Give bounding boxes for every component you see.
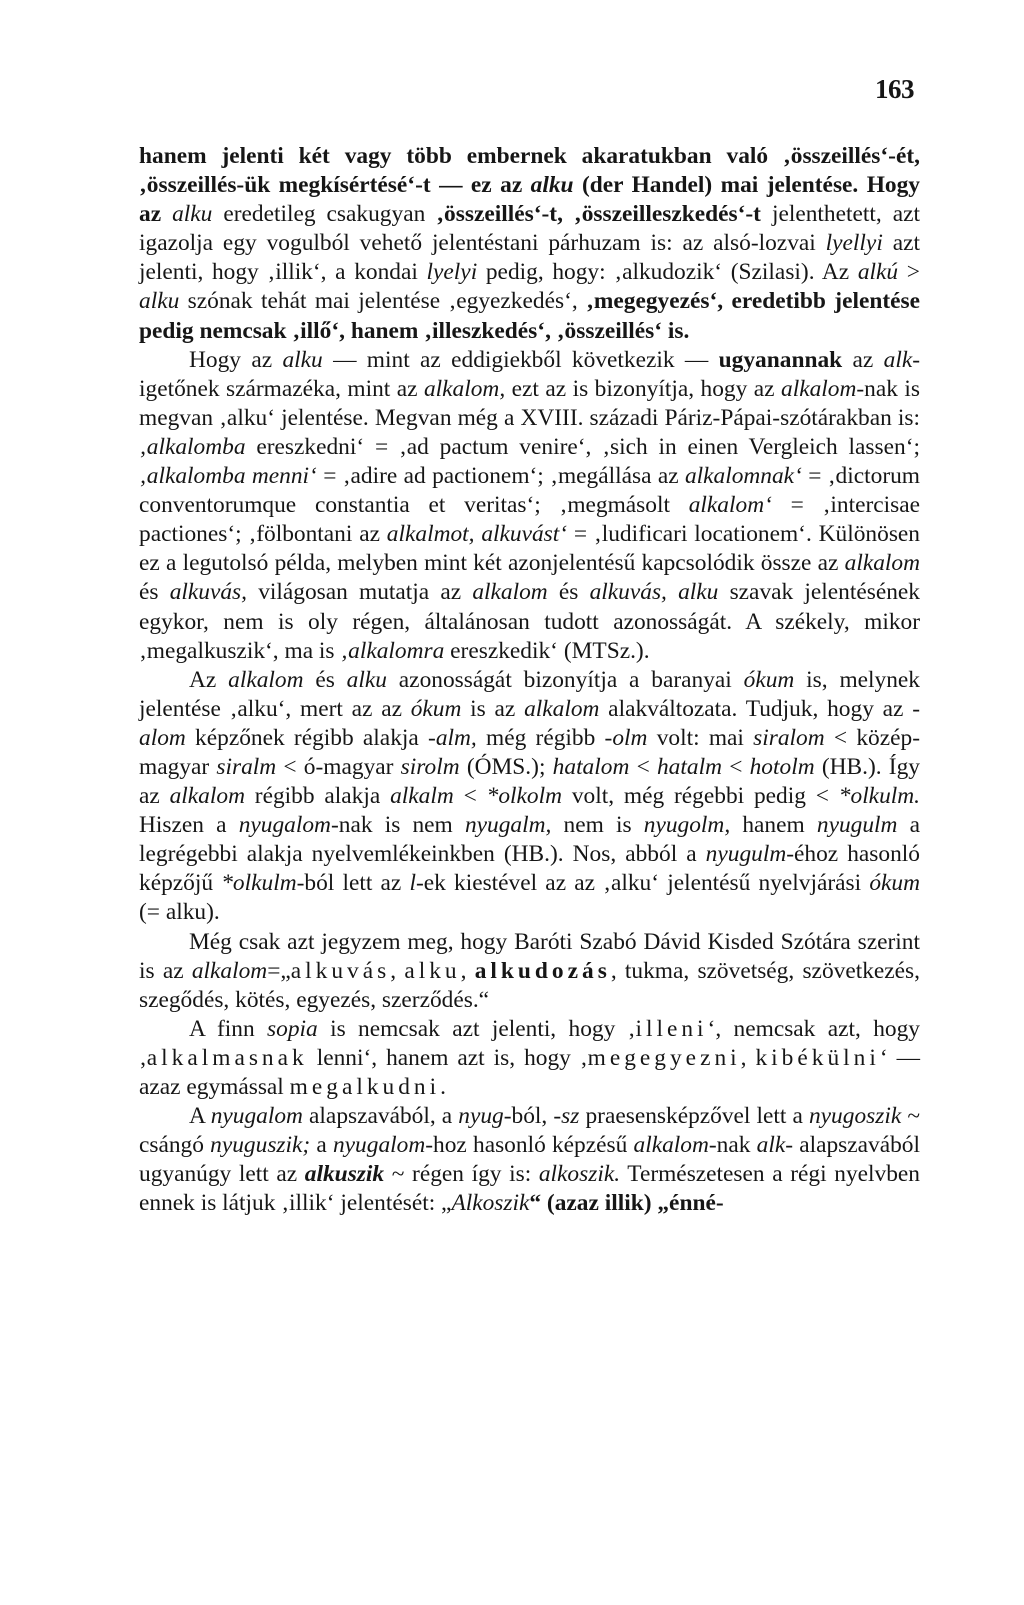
text-run: lenni‘, hanem azt is, hogy ‚ [307, 1044, 588, 1071]
text-run: alkalom [228, 666, 304, 693]
text-run: kibékülni [755, 1044, 880, 1071]
text-run: ugyanannak [718, 346, 843, 373]
text-run: alku [172, 201, 213, 228]
text-run: ‚alkalomra [340, 637, 445, 664]
text-run: szónak tehát mai jelentése ‚egyezkedés‘, [179, 288, 587, 315]
text-run: alkuvás, [169, 579, 247, 606]
text-run: ‚alkalomba menni‘ [139, 463, 317, 490]
text-run: és [303, 666, 347, 693]
text-run: is nemcsak azt jelenti, hogy ‚ [317, 1015, 636, 1042]
text-run: . [440, 1074, 446, 1100]
text-run: ‚összeillés‘-t, ‚összeilleszkedés‘-t [436, 201, 761, 228]
text-run: , [460, 957, 475, 984]
text-run: is, melynek jelentése ‚alku‘, mert az az [139, 666, 920, 722]
text-run: lyelyi [426, 259, 478, 286]
text-run: = ‚adire ad pactionem‘; ‚megállása az [316, 463, 685, 490]
text-run: alkalmot, alkuvást‘ [386, 521, 568, 548]
text-run: nyug [458, 1103, 504, 1130]
text-run: -hoz hasonló képzésű [425, 1132, 634, 1159]
text-run: szavak jelentésének egykor, nem is oly régen, általánosan tudott azonosságát. A székely, mikor ‚megalkuszik‘, ma is [139, 579, 921, 664]
text-run: (ÓMS.); [459, 753, 553, 780]
text-run: és [139, 579, 170, 606]
text-run: eredetileg csakugyan [212, 201, 437, 228]
text-run: ~ régen így is: [384, 1161, 539, 1188]
text-run: ereszkedik‘ (MTSz.). [444, 637, 650, 664]
text-run: alkalom [844, 550, 920, 577]
text-run: sopia [267, 1015, 318, 1042]
text-run: -alm, [428, 724, 477, 751]
text-run: alku [346, 666, 387, 693]
text-run: képzőnek régibb alakja [185, 724, 429, 751]
text-run: nem is [551, 812, 644, 839]
text-run: nyuguszik; [210, 1132, 311, 1159]
text-run: alkalmasnak [146, 1044, 308, 1071]
text-run: *olkulm. [838, 783, 921, 810]
text-run: -ból, [503, 1103, 554, 1130]
text-run: alapszavából, a [302, 1103, 459, 1130]
text-run: praesensképzővel lett a [579, 1103, 809, 1130]
text-run: ókum [869, 870, 920, 897]
text-run: -ból lett az [296, 870, 410, 897]
text-run: ~ csángó [139, 1103, 920, 1159]
text-run: , tukma, szövetség, szövetkezés, szegődés, kötés, egyezés, szerződés.“ [139, 957, 921, 1013]
text-run: alapszavából ugyanúgy lett az [139, 1132, 920, 1188]
text-run: nyugalom [238, 812, 331, 839]
text-run: alk- [883, 346, 921, 373]
text-run: < közép-magyar [139, 724, 920, 780]
text-run: A [189, 1103, 211, 1130]
text-run: -ek kiestével az az ‚alku‘ jelentésű nyelvjárási [415, 870, 870, 897]
paragraph [139, 1015, 920, 1102]
text-run: hanem [730, 812, 817, 839]
text-run: < [721, 753, 750, 780]
text-run: Hogy az [189, 346, 283, 373]
text-run: alkuszik [304, 1161, 385, 1188]
text-run: ereszkedni‘ = ‚ad pactum venire‘, ‚sich in einen Vergleich lassen‘; [245, 433, 920, 460]
text-run: ókum [410, 695, 462, 722]
text-run: is az [461, 695, 525, 722]
text-run: alk- [756, 1132, 793, 1159]
text-run: nyugolm, [643, 812, 731, 839]
text-run: alkudozás [474, 957, 611, 984]
text-run: -sz [553, 1103, 580, 1130]
text-run: = ‚dictorum conventorumque constantia et veritas‘; ‚megmásolt [139, 463, 920, 519]
text-run: hatalm [656, 753, 722, 780]
text-run: nyugalom [210, 1103, 303, 1130]
text-run: a [310, 1132, 333, 1159]
text-run: Természetesen a régi nyelvben ennek is látjuk ‚illik‘ jelentését: „ [139, 1161, 920, 1217]
text-run: alkalom [524, 695, 600, 722]
text-run: volt: mai [647, 724, 754, 751]
text-run: alkalom [472, 579, 548, 606]
text-run: régibb alakja [244, 783, 391, 810]
paragraph [139, 346, 920, 666]
text-run: , [390, 957, 405, 984]
paragraph [139, 1102, 920, 1218]
text-run: = ‚ludificari locationem‘. Különösen ez a legutolsó példa, melyben mint két azonjelentésű kapcsolódik össze az [139, 521, 921, 577]
text-run: Alkoszik [451, 1190, 530, 1217]
text-run: alkalomnak‘ [684, 463, 802, 490]
text-run: alku [139, 288, 180, 315]
text-run: “ (azaz illik) „énné- [529, 1190, 724, 1217]
text-run: A finn [189, 1015, 268, 1042]
text-run: alkalm [390, 783, 454, 810]
text-run: ‚alkalomba [139, 433, 246, 460]
text-run: < ó-magyar [276, 753, 401, 780]
text-run: *olkolm [486, 783, 562, 810]
text-run: alkalom [169, 783, 245, 810]
text-run: Még csak azt jegyzem meg, hogy Baróti Szabó Dávid Kisded Szótára szerint is az [139, 928, 920, 984]
text-run: illeni [635, 1015, 708, 1042]
text-run: nyugoszik [808, 1103, 902, 1130]
text-run: < [629, 753, 657, 780]
text-run: < [453, 783, 487, 810]
text-run: és [547, 579, 590, 606]
text-run: , [740, 1044, 756, 1071]
text-run: alku [404, 957, 461, 984]
text-run: nyugalom [332, 1132, 426, 1159]
text-run: világosan mutatja az [247, 579, 473, 606]
text-run: alkalom [781, 375, 857, 402]
text-run: lyellyi [825, 230, 883, 257]
page-number: 163 [875, 74, 914, 104]
paragraph [139, 928, 920, 1015]
text-run: ókum [743, 666, 795, 693]
text-run: *olkulm [221, 870, 297, 897]
text-run: azt jelenti, hogy ‚illik‘, a kondai [139, 230, 920, 286]
text-run: l [409, 870, 416, 897]
text-run: ‘, nemcsak azt, hogy ‚ [139, 1015, 921, 1071]
text-run: igetőnek származéka, mint az [139, 375, 424, 402]
text-run: még régibb [476, 724, 605, 751]
text-run: alakváltozata. Tudjuk, hogy az [599, 695, 913, 722]
text-run: alkú [857, 259, 899, 286]
text-run: nyugulm [705, 841, 787, 868]
text-run: ezt az is bizonyítja, hogy az [505, 375, 781, 402]
text-run: alku [530, 172, 574, 199]
text-run: a legrégebbi alakja nyelvemlékeinkben (HB.). Nos, abból a [139, 812, 921, 868]
paragraph [139, 666, 920, 928]
text-run: jelenthetett, azt igazolja egy vogulból vehető jelentéstani párhuzam is: az alsó-lozvai [139, 201, 920, 257]
text-run: alkalom [191, 957, 268, 984]
paragraph [139, 142, 920, 346]
text-run: megegyezni [587, 1044, 741, 1071]
text-run: alkuvás, alku [589, 579, 719, 606]
text-run: > [898, 259, 920, 286]
text-run: hatalom [552, 753, 630, 780]
text-run: Az [189, 666, 229, 693]
text-run: alkuvás [290, 957, 391, 984]
text-run: (= alku). [139, 899, 220, 926]
text-run: alkoszik. [538, 1161, 621, 1188]
text-run: alkalom [633, 1132, 709, 1159]
text-run: ‘ — azaz egymással [139, 1044, 921, 1100]
text-run: -alom [139, 695, 920, 751]
text-run: alkalom, [423, 375, 506, 402]
text-run: -nak is nem [330, 812, 465, 839]
text-run: — mint az eddigiekből következik — [322, 346, 719, 373]
text-run: hanem jelenti két vagy több embernek akaratukban való ‚összeillés‘-ét, ‚összeillés-ük megkísértésé‘-t — ez az [139, 143, 920, 199]
text-run: pedig, hogy: ‚alkudozik‘ (Szilasi). Az [477, 259, 858, 286]
text-run: Hiszen a [139, 812, 239, 839]
text-run: =„ [267, 957, 291, 984]
text-run: hotolm [749, 753, 815, 780]
text-run: ‚megegyezés‘, eredetibb jelentése pedig nemcsak ‚illő‘, hanem ‚illeszkedés‘, ‚összeillés‘ is. [139, 288, 920, 344]
text-run: az [842, 346, 884, 373]
text-run: -nak [708, 1132, 757, 1159]
text-run: alku [282, 346, 323, 373]
text-run: nyugulm [816, 812, 898, 839]
text-run: azonosságát bizonyítja a baranyai [386, 666, 744, 693]
text-run: (HB.). Így az [139, 753, 920, 810]
text-run: -olm [604, 724, 648, 751]
text-run: -nak is megvan ‚alku‘ jelentése. Megvan még a XVIII. századi Páriz-Pápai-szótárakban is: [139, 375, 920, 431]
body-text [139, 142, 920, 1218]
text-run: (der Handel) mai jelentése. Hogy az [139, 172, 920, 228]
text-run: -éhoz hasonló képzőjű [139, 841, 920, 897]
text-run: volt, még régebbi pedig < [561, 783, 839, 810]
text-run: alkalom‘ [688, 492, 772, 519]
text-run: megalkudni [289, 1074, 441, 1100]
text-run: siralom [753, 724, 825, 751]
text-run: nyugalm, [464, 812, 552, 839]
text-run: siralm [216, 753, 277, 780]
text-run: sirolm [400, 753, 460, 780]
text-run: = ‚intercisae pactiones‘; ‚fölbontani az [139, 492, 920, 548]
